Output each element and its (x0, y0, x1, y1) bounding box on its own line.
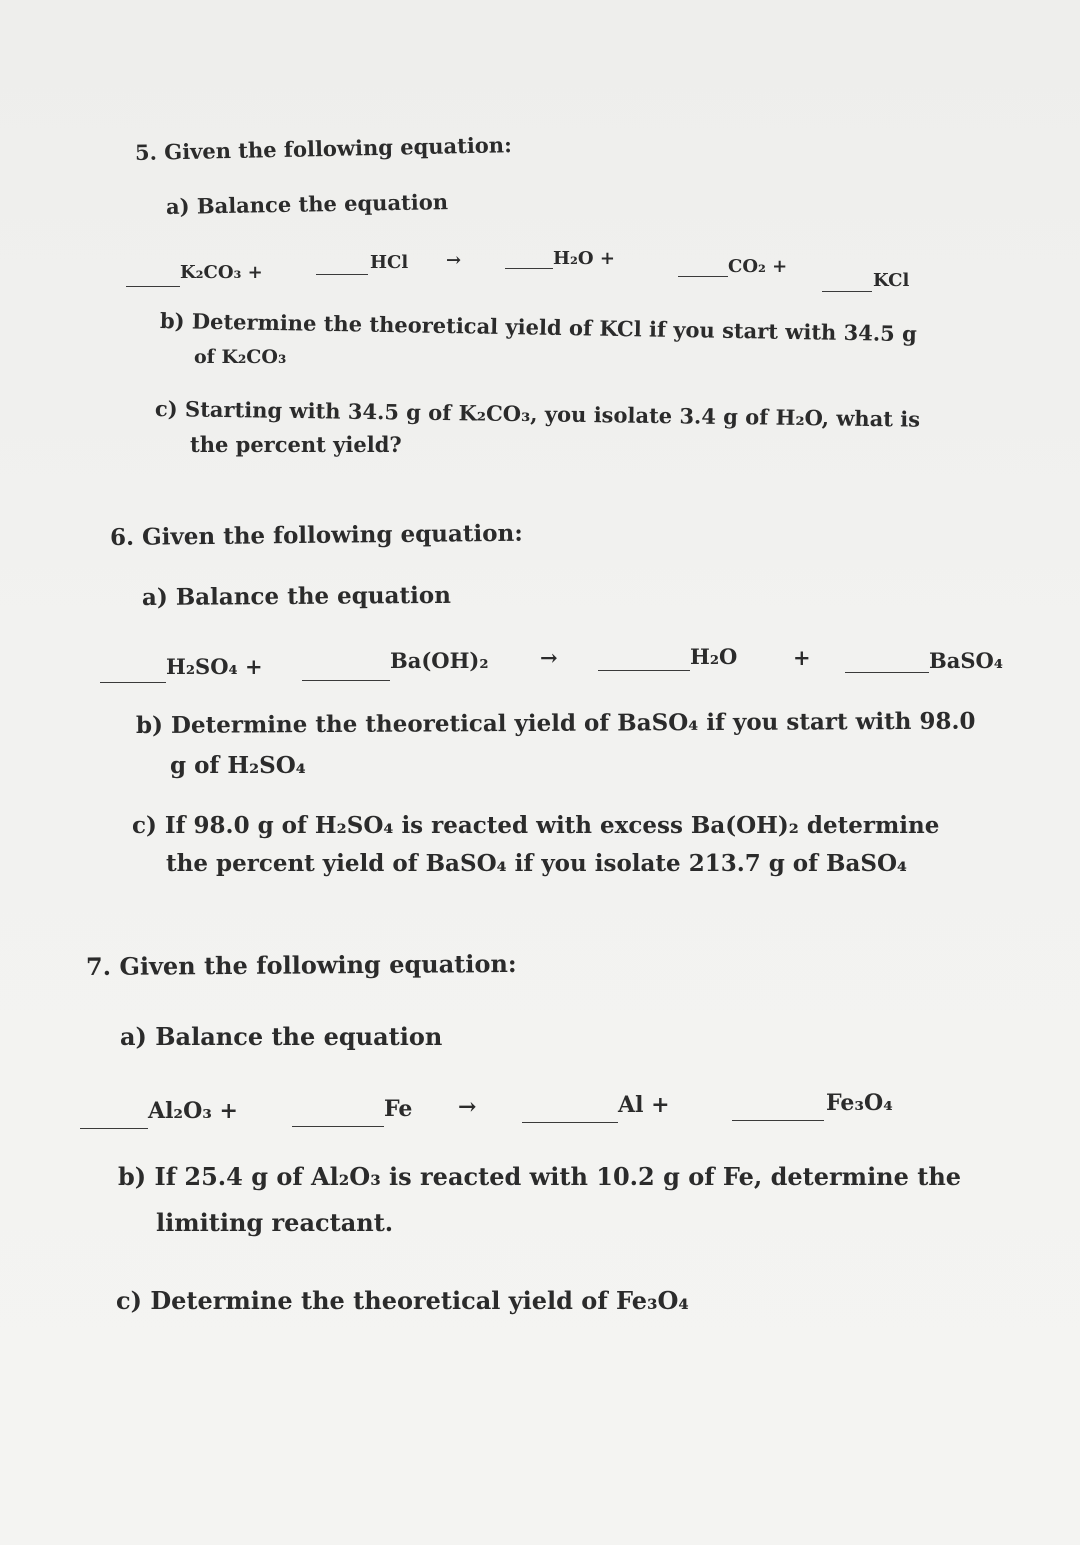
coefficient-blank (302, 680, 390, 681)
q6-product-2: BaSO₄ (929, 648, 1004, 673)
q5-part-b-line1: b) Determine the theoretical yield of KCl if you start with 34.5 g (159, 308, 917, 347)
reaction-arrow-icon: → (446, 250, 462, 271)
coefficient-blank (126, 286, 180, 287)
q5-reactant-1: K₂CO₃ + (180, 262, 263, 283)
q6-heading: 6. Given the following equation: (109, 519, 523, 551)
reaction-arrow-icon: → (458, 1094, 477, 1120)
q6-reactant-2: Ba(OH)₂ (390, 648, 489, 673)
coefficient-blank (505, 268, 553, 269)
coefficient-blank (100, 682, 166, 683)
q6-part-a: a) Balance the equation (141, 581, 451, 611)
q7-product-2: Fe₃O₄ (826, 1090, 893, 1116)
coefficient-blank (845, 672, 929, 673)
coefficient-blank (678, 276, 728, 277)
q6-plus: + (793, 645, 811, 670)
q7-product-1: Al + (618, 1092, 670, 1118)
coefficient-blank (316, 274, 368, 275)
coefficient-blank (822, 291, 872, 292)
coefficient-blank (732, 1120, 824, 1121)
q7-part-a: a) Balance the equation (120, 1022, 443, 1051)
q6-product-1: H₂O (690, 644, 738, 669)
q5-part-c-line1: c) Starting with 34.5 g of K₂CO₃, you isolate 3.4 g of H₂O, what is (154, 396, 921, 432)
q5-reactant-2: HCl (370, 252, 409, 273)
q5-part-c-line2: the percent yield? (190, 432, 402, 457)
q7-part-c: c) Determine the theoretical yield of Fe₃O₄ (116, 1286, 689, 1315)
q6-part-c-line2: the percent yield of BaSO₄ if you isolate 213.7 g of BaSO₄ (166, 850, 908, 877)
q6-part-b-line2: g of H₂SO₄ (170, 752, 306, 779)
coefficient-blank (522, 1122, 618, 1123)
q7-reactant-2: Fe (384, 1096, 413, 1122)
q7-part-b-line2: limiting reactant. (156, 1208, 394, 1237)
q7-reactant-1: Al₂O₃ + (148, 1098, 238, 1124)
coefficient-blank (80, 1128, 148, 1129)
q5-part-a: a) Balance the equation (165, 189, 449, 219)
q5-part-b-line2: of K₂CO₃ (194, 346, 287, 368)
q5-heading: 5. Given the following equation: (134, 132, 513, 165)
q6-part-b-line1: b) Determine the theoretical yield of BaSO₄ if you start with 98.0 (135, 707, 976, 739)
reaction-arrow-icon: → (540, 645, 558, 670)
q5-product-3: KCl (873, 270, 910, 291)
q7-part-b-line1: b) If 25.4 g of Al₂O₃ is reacted with 10.2 g of Fe, determine the (118, 1162, 962, 1191)
q6-reactant-1: H₂SO₄ + (166, 654, 263, 679)
coefficient-blank (292, 1126, 384, 1127)
q7-heading: 7. Given the following equation: (85, 948, 517, 981)
coefficient-blank (598, 670, 690, 671)
q5-product-2: CO₂ + (728, 256, 788, 277)
q6-part-c-line1: c) If 98.0 g of H₂SO₄ is reacted with excess Ba(OH)₂ determine (132, 812, 940, 839)
q5-product-1: H₂O + (553, 248, 615, 269)
